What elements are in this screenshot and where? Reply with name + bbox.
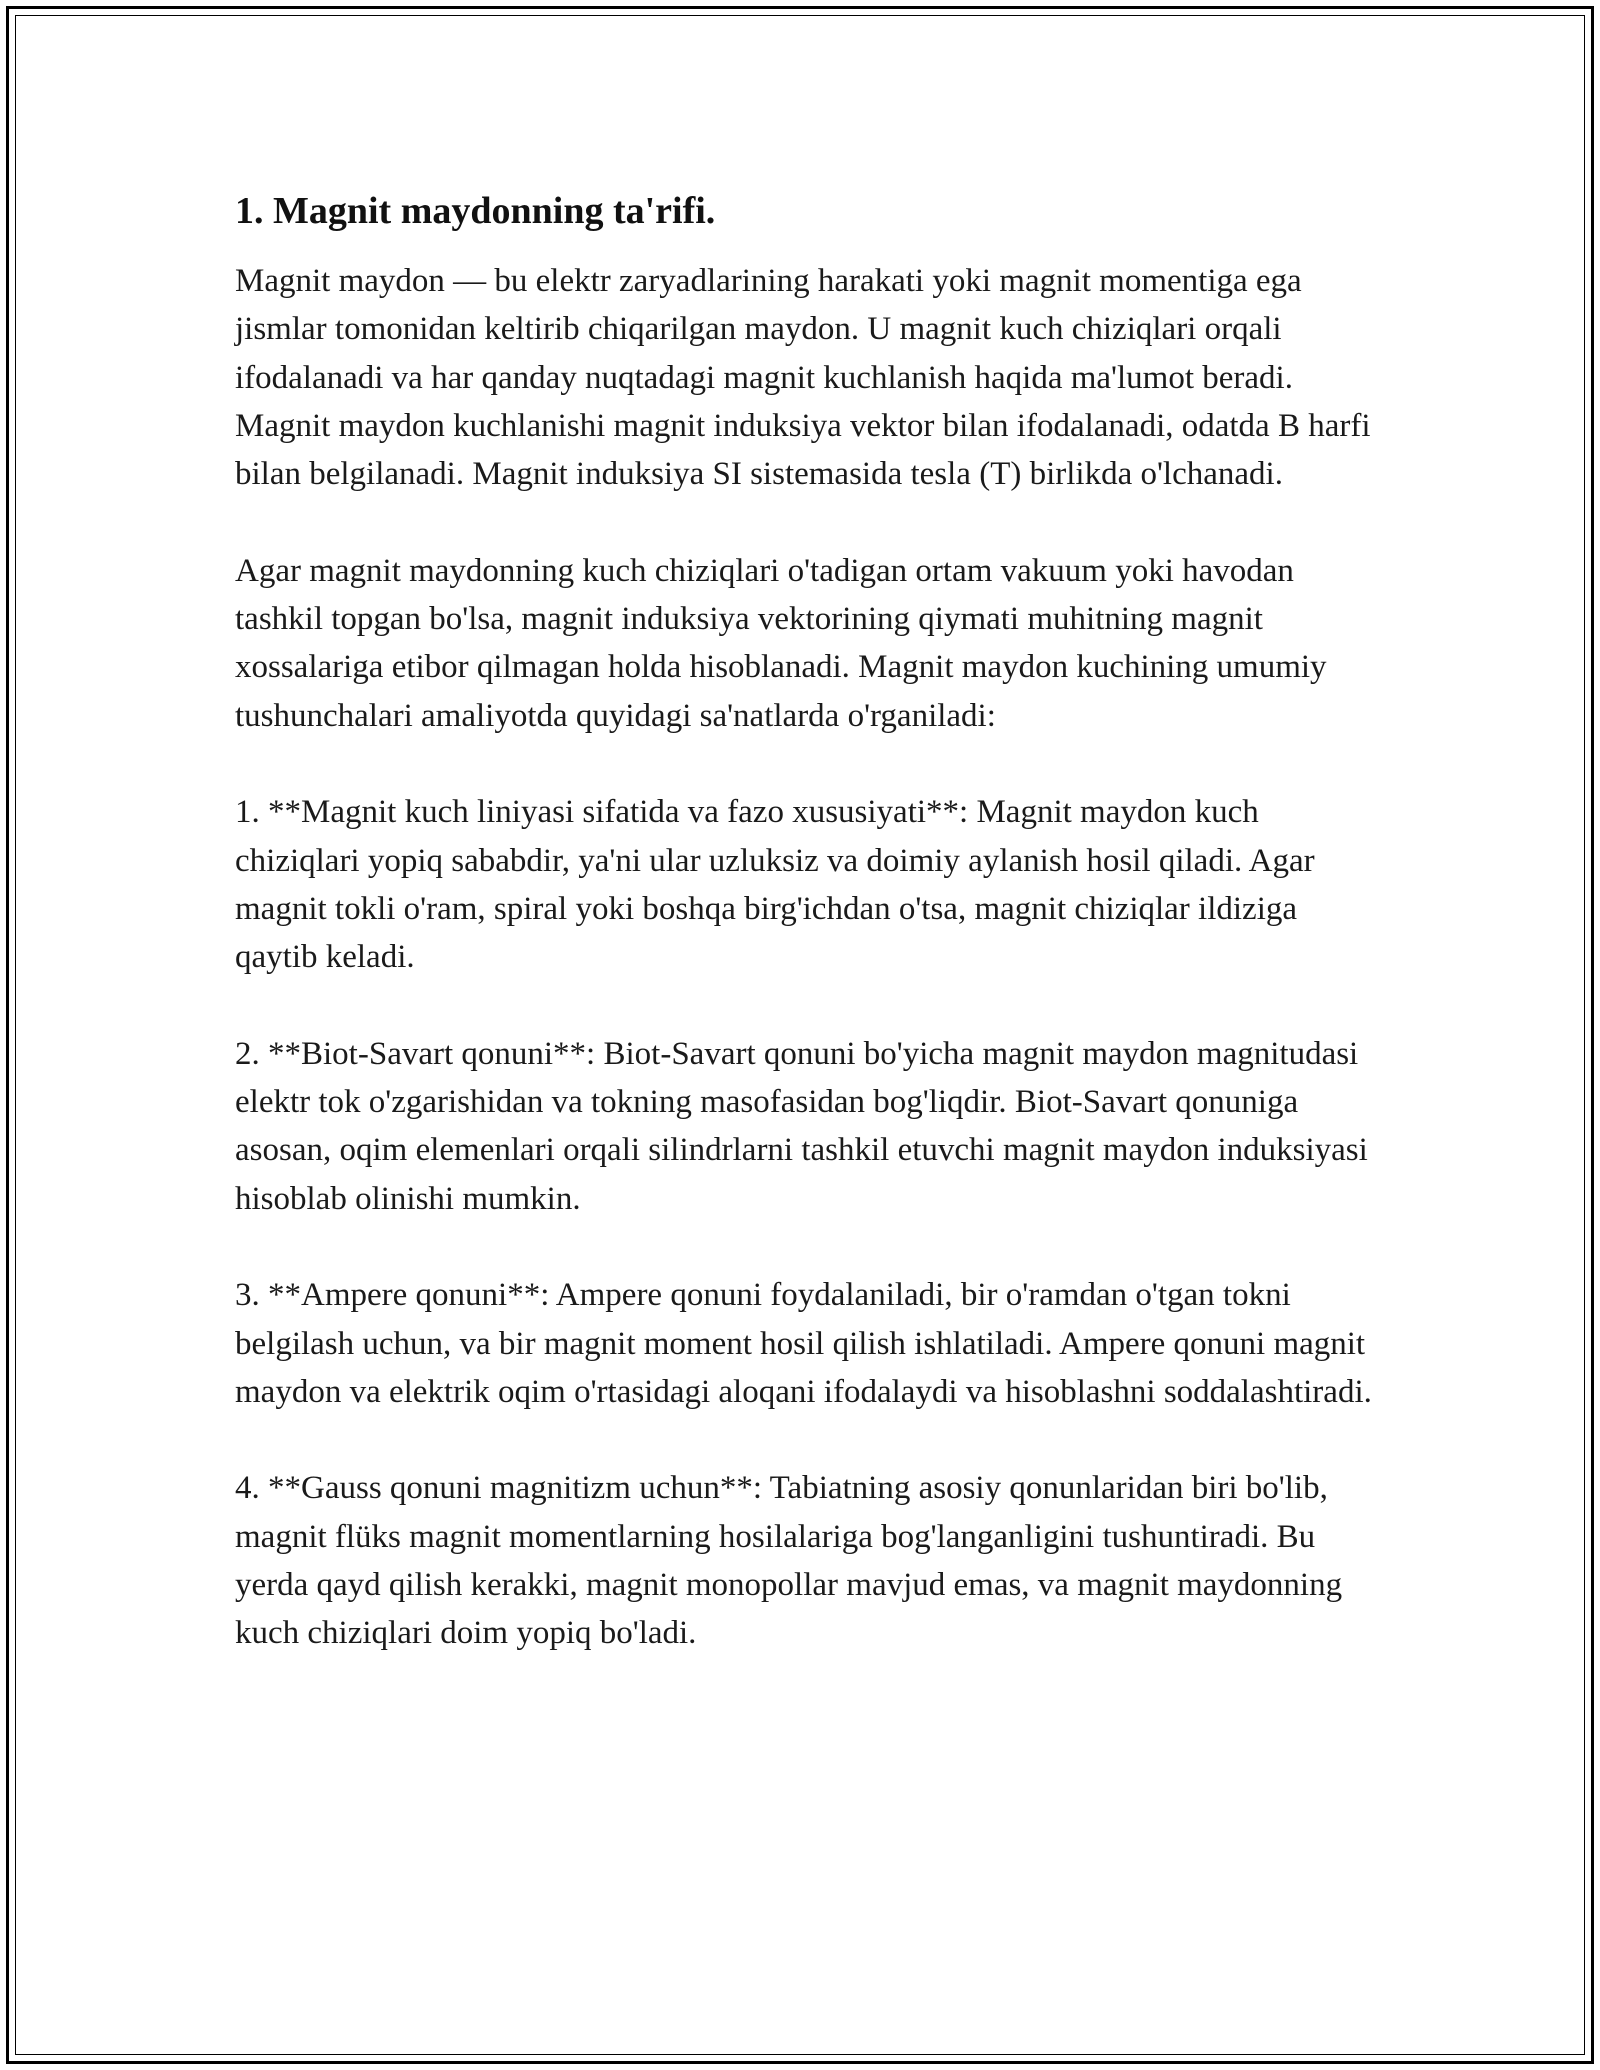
document-body — [235, 187, 1375, 1706]
paragraph-definition: Magnit maydon — bu elektr zaryadlarining harakati yoki magnit momentiga ega jismlar tomonidan keltirib chiqarilgan maydon. U magnit kuch chiziqlari orqali ifodalanadi va har qanday nuqtadagi magnit kuchlanish haqida ma'lumot beradi. Magnit maydon kuchlanishi magnit induksiya vektor bilan ifodalanadi, odatda B harfi bilan belgilanadi. Magnit induksiya SI sistemasida tesla (T) birlikda o'lchanadi. — [235, 263, 1371, 493]
list-item-field-lines: 1. **Magnit kuch liniyasi sifatida va fazo xususiyati**: Magnit maydon kuch chiziqlari yopiq sababdir, ya'ni ular uzluksiz va doimiy aylanish hosil qiladi. Agar magnit tokli o'ram, spiral yoki boshqa birg'ichdan o'tsa, magnit chiziqlar ildiziga qaytib keladi. — [235, 794, 1315, 976]
list-item-gauss: 4. **Gauss qonuni magnitizm uchun**: Tabiatning asosiy qonunlaridan biri bo'lib, magnit flüks magnit momentlarning hosilalariga bog'langanligini tushuntiradi. Bu yerda qayd qilish kerakki, magnit monopollar mavjud emas, va magnit maydonning kuch chiziqlari doim yopiq bo'ladi. — [235, 1470, 1343, 1652]
list-item-ampere: 3. **Ampere qonuni**: Ampere qonuni foydalaniladi, bir o'ramdan o'tgan tokni belgilash uchun, va bir magnit moment hosil qilish ishlatiladi. Ampere qonuni magnit maydon va elektrik oqim o'rtasidagi aloqani ifodalaydi va hisoblashni soddalashtiradi. — [235, 1277, 1372, 1410]
paragraph-medium: Agar magnit maydonning kuch chiziqlari o'tadigan ortam vakuum yoki havodan tashkil topgan bo'lsa, magnit induksiya vektorining qiymati muhitning magnit xossalariga etibor qilmagan holda hisoblanadi. Magnit maydon kuchining umumiy tushunchalari amaliyotda quyidagi sa'natlarda o'rganiladi: — [235, 552, 1327, 734]
section-title: 1. Magnit maydonning ta'rifi. — [235, 190, 716, 232]
list-item-biot-savart: 2. **Biot-Savart qonuni**: Biot-Savart qonuni bo'yicha magnit maydon magnitudasi elektr tok o'zgarishidan va tokning masofasidan bog'liqdir. Biot-Savart qonuniga asosan, oqim elemenlari orqali silindrlarni tashkil etuvchi magnit maydon induksiyasi hisoblab olinishi mumkin. — [235, 1035, 1368, 1217]
